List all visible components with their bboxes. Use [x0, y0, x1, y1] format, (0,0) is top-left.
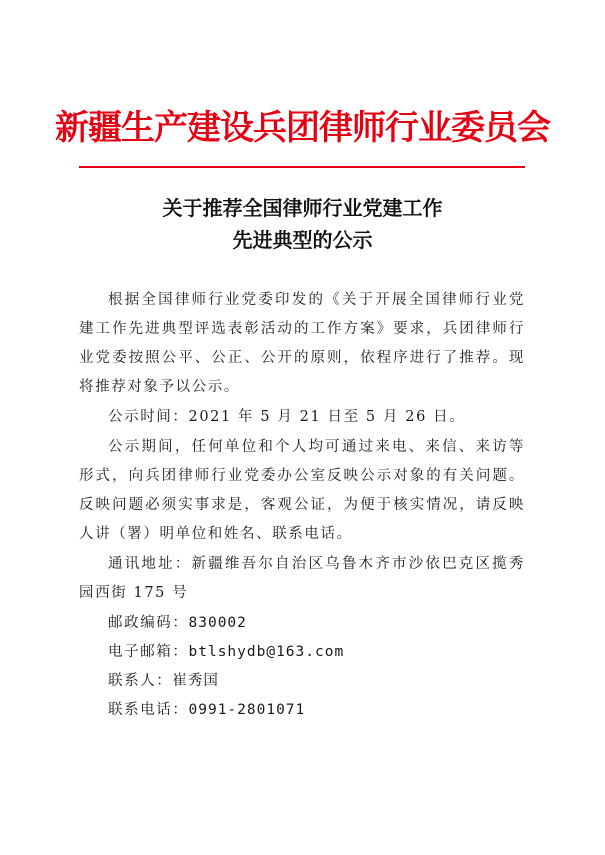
phone-line — [79, 696, 525, 725]
document-body — [79, 286, 525, 725]
phone-label: 联系电话： — [108, 702, 189, 718]
contact-label: 联系人： — [108, 673, 173, 689]
email-label: 电子邮箱： — [108, 644, 189, 660]
postcode-value: 830002 — [188, 615, 247, 631]
document-title — [0, 192, 605, 256]
postcode-label: 邮政编码： — [108, 615, 189, 631]
address-line: 通讯地址：新疆维吾尔自治区乌鲁木齐市沙依巴克区揽秀园西街 175 号 — [79, 556, 525, 601]
letterhead-divider — [79, 166, 525, 168]
email-value: btlshydb@163.com — [188, 644, 345, 660]
contact-line — [79, 667, 525, 696]
paragraph-period: 公示时间：2021 年 5 月 21 日至 5 月 26 日。 — [108, 409, 466, 425]
email-line — [79, 638, 525, 667]
contact-value: 崔秀国 — [172, 673, 219, 689]
paragraph-feedback: 公示期间，任何单位和个人均可通过来电、来信、来访等形式，向兵团律师行业党委办公室反映公示对象的有关问题。反映问题必须实事求是，客观公证，为便于核实情况，请反映人讲（署）明单位和姓名、联系电话。 — [79, 439, 525, 542]
paragraph-intro: 根据全国律师行业党委印发的《关于开展全国律师行业党建工作先进典型评选表彰活动的工作方案》要求，兵团律师行业党委按照公平、公正、公开的原则，依程序进行了推荐。现将推荐对象予以公示。 — [79, 292, 525, 395]
document-title-line-2: 先进典型的公示 — [232, 228, 373, 252]
phone-value: 0991-2801071 — [188, 702, 306, 718]
document-title-line-1: 关于推荐全国律师行业党建工作 — [162, 196, 443, 220]
letterhead-title: 新疆生产建设兵团律师行业委员会 — [55, 108, 550, 148]
postcode-line — [79, 609, 525, 638]
